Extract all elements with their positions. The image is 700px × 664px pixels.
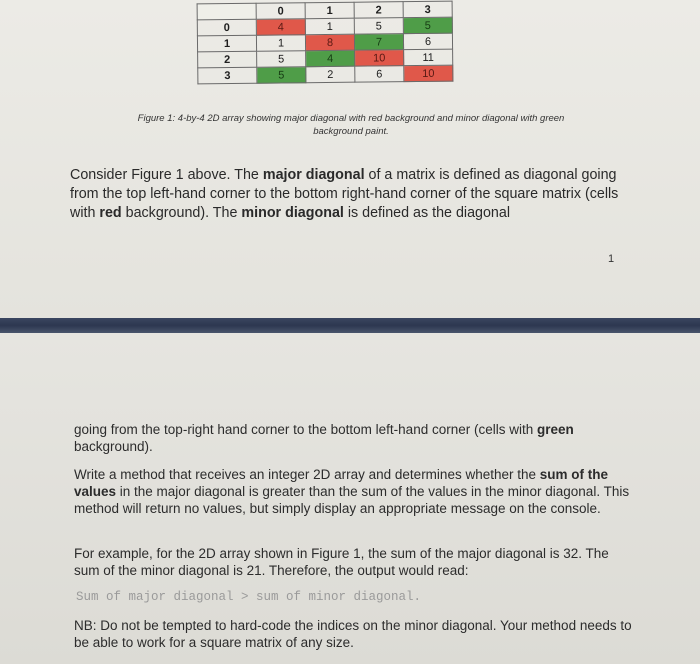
text-run: background). xyxy=(74,439,153,454)
matrix-cell-minor: 5 xyxy=(257,67,306,84)
row-header: 2 xyxy=(198,51,257,68)
page-number: 1 xyxy=(608,253,615,265)
matrix-cell-minor: 4 xyxy=(306,50,355,67)
bold-run: green xyxy=(537,422,574,437)
caption-line-2: background paint. xyxy=(313,126,389,137)
text-run: background). The xyxy=(121,205,242,221)
row-header: 0 xyxy=(197,19,256,36)
bold-run: major diagonal xyxy=(262,167,365,183)
text-run: in the major diagonal is greater than the sum of the values in the minor diagonal. This method will return no values, but simply display an appropriate message on the console. xyxy=(74,484,630,516)
col-header: 1 xyxy=(305,2,354,19)
page-divider xyxy=(0,318,700,333)
matrix-cell-major: 10 xyxy=(404,65,453,82)
matrix-cell-major: 8 xyxy=(305,34,354,51)
matrix-cell: 2 xyxy=(306,66,355,83)
text-run: Write a method that receives an integer 2D array and determines whether the xyxy=(74,467,540,482)
text-run: Consider Figure 1 above. The xyxy=(70,167,263,183)
matrix-cell: 6 xyxy=(403,33,452,50)
text-run: going from the top-right hand corner to the bottom left-hand corner (cells with xyxy=(74,422,537,437)
matrix-row xyxy=(198,65,453,84)
console-output-example: Sum of major diagonal > sum of minor diagonal. xyxy=(76,590,422,604)
text-run: is defined as the diagonal xyxy=(343,205,510,221)
matrix-cell: 1 xyxy=(305,18,354,35)
matrix-cell: 5 xyxy=(257,51,306,68)
col-header: 3 xyxy=(403,1,452,18)
bold-run: sum of the values xyxy=(74,467,609,499)
matrix-cell: 1 xyxy=(256,35,305,52)
caption-line-1: Figure 1: 4-by-4 2D array showing major diagonal with red background and minor diagonal with green xyxy=(137,113,565,124)
bold-run: red xyxy=(99,205,122,221)
intro-paragraph xyxy=(70,166,630,223)
matrix-corner-cell xyxy=(197,3,256,20)
matrix-cell: 11 xyxy=(404,49,453,66)
matrix-cell-major: 10 xyxy=(355,50,404,67)
continuation-paragraph xyxy=(74,421,634,455)
col-header: 2 xyxy=(354,2,403,19)
col-header: 0 xyxy=(256,3,305,20)
example-paragraph: For example, for the 2D array shown in Figure 1, the sum of the major diagonal is 32. The sum of the minor diagonal is 21. Therefore, the output would read: xyxy=(74,546,609,578)
task-paragraph xyxy=(74,466,634,517)
matrix-cell: 5 xyxy=(354,18,403,35)
row-header: 1 xyxy=(197,35,256,52)
matrix-cell-major: 4 xyxy=(256,19,305,36)
matrix-cell-minor: 5 xyxy=(403,17,452,34)
bold-run: minor diagonal xyxy=(241,205,344,221)
matrix-cell-minor: 7 xyxy=(354,34,403,51)
row-header: 3 xyxy=(198,67,257,84)
note-paragraph: NB: Do not be tempted to hard-code the indices on the minor diagonal. Your method needs to be able to work for a square matrix of any size. xyxy=(74,618,632,650)
text-run: of a matrix is defined as diagonal going from the top left-hand corner to the bottom right-hand corner of the square matrix (cells with xyxy=(70,167,619,221)
figure-caption xyxy=(96,112,606,138)
matrix-cell: 6 xyxy=(355,66,404,83)
matrix-figure xyxy=(197,1,454,85)
